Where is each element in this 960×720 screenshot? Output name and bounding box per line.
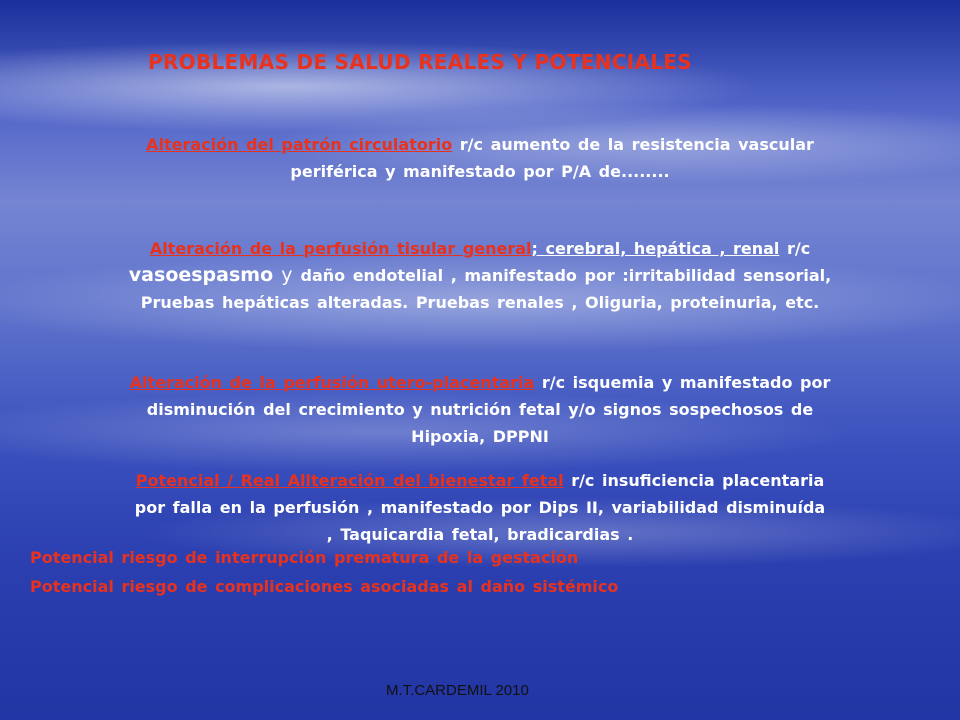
vasoespasmo-text: vasoespasmo bbox=[128, 264, 274, 286]
diagnosis-text: Hipoxia, DPPNI bbox=[411, 427, 549, 446]
diagnosis-text: Pruebas hepáticas alteradas. Pruebas renales , Oliguria, proteinuria, etc. bbox=[140, 293, 820, 312]
diagnosis-text: r/c aumento de la resistencia vascular bbox=[452, 135, 814, 154]
problem-fetal-wellbeing bbox=[28, 467, 932, 548]
diagnosis-text: r/c isquemia y manifestado por bbox=[534, 373, 831, 392]
diagnosis-text: disminución del crecimiento y nutrición fetal y/o signos sospechosos de bbox=[146, 400, 814, 419]
diagnosis-label: Potencial / Real Allteración del bienestar fetal bbox=[135, 471, 564, 490]
risk-complications: Potencial riesgo de complicaciones asociadas al daño sistémico bbox=[30, 577, 619, 596]
diagnosis-label: Alteración del patrón circulatorio bbox=[146, 135, 453, 154]
diagnosis-text: por falla en la perfusión , manifestado por Dips II, variabilidad disminuída bbox=[134, 498, 826, 517]
diagnosis-text: r/c insuficiencia placentaria bbox=[563, 471, 825, 490]
problem-uteroplacental bbox=[28, 369, 932, 450]
diagnosis-text: periférica y manifestado por P/A de........ bbox=[290, 162, 670, 181]
slide-title: PROBLEMAS DE SALUD REALES Y POTENCIALES bbox=[148, 50, 692, 74]
diagnosis-text: r/c bbox=[779, 239, 811, 258]
problem-tissue-perfusion bbox=[28, 235, 932, 316]
diagnosis-text: daño endotelial , manifestado por :irritabilidad sensorial, bbox=[300, 266, 832, 285]
diagnosis-label: Alteración de la perfusión utero-placentaria bbox=[129, 373, 535, 392]
footer-credit: M.T.CARDEMIL 2010 bbox=[386, 682, 529, 699]
problem-circulatory bbox=[28, 131, 932, 185]
connector-text: y bbox=[273, 264, 301, 286]
diagnosis-text: , Taquicardia fetal, bradicardias . bbox=[326, 525, 634, 544]
organs-text: ; cerebral, hepática , renal bbox=[531, 239, 780, 258]
diagnosis-label: Alteración de la perfusión tisular general bbox=[149, 239, 532, 258]
risk-preterm: Potencial riesgo de interrupción prematura de la gestación bbox=[30, 548, 579, 567]
